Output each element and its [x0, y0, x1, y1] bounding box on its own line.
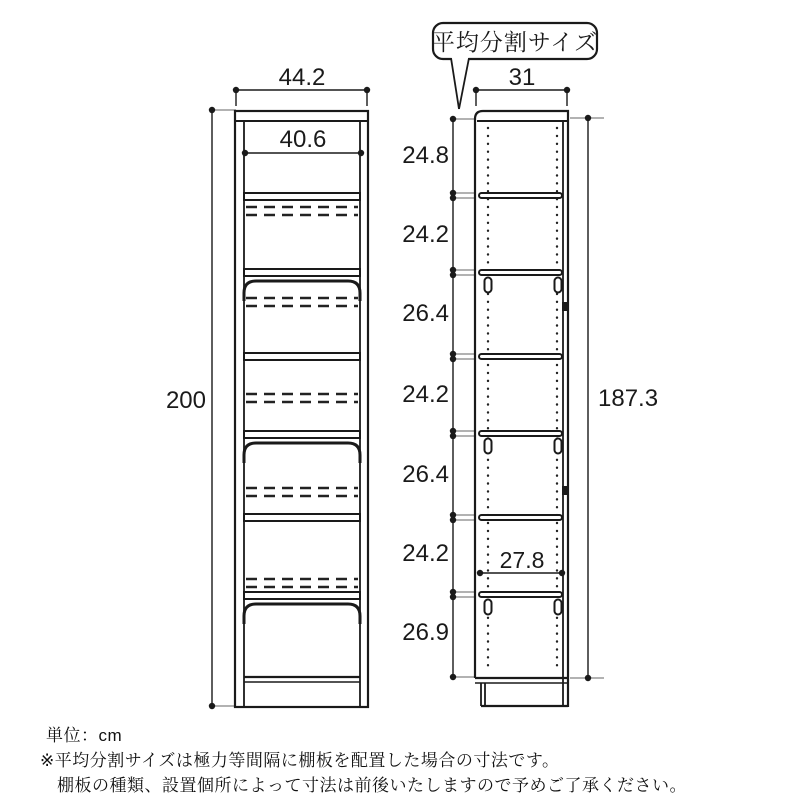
front-outer-width-label: 44.2 — [278, 64, 326, 91]
section-label-7: 26.9 — [402, 619, 449, 646]
side-shelf-depth-label: 27.8 — [499, 547, 545, 573]
footnote-2: 棚板の種類、設置個所によって寸法は前後いたしますので予めご了承ください。 — [57, 776, 687, 795]
side-inner-height-label: 187.3 — [598, 385, 659, 412]
front-height-label: 200 — [165, 387, 206, 414]
section-labels — [402, 142, 449, 646]
unit-label: 単位：cm — [46, 726, 123, 745]
section-label-5: 26.4 — [402, 461, 449, 488]
front-adjustable-position-dashes — [246, 207, 358, 587]
callout-label: 平均分割サイズ — [431, 29, 599, 55]
front-shelves — [244, 193, 360, 599]
section-label-6: 24.2 — [402, 540, 449, 567]
front-shelf-corner-brackets — [244, 281, 360, 624]
side-view — [402, 64, 658, 707]
side-depth-label: 31 — [508, 64, 536, 91]
front-height-dimension — [209, 107, 236, 709]
footnote-1: ※平均分割サイズは極力等間隔に棚板を配置した場合の寸法です。 — [40, 751, 560, 770]
section-label-4: 24.2 — [402, 381, 449, 408]
side-cabinet-body — [475, 111, 568, 707]
side-section-dimension-column — [450, 116, 476, 680]
section-label-3: 26.4 — [402, 300, 449, 327]
section-label-2: 24.2 — [402, 221, 449, 248]
front-view — [166, 64, 370, 709]
front-inner-width-label: 40.6 — [279, 126, 327, 153]
section-label-1: 24.8 — [402, 142, 449, 169]
